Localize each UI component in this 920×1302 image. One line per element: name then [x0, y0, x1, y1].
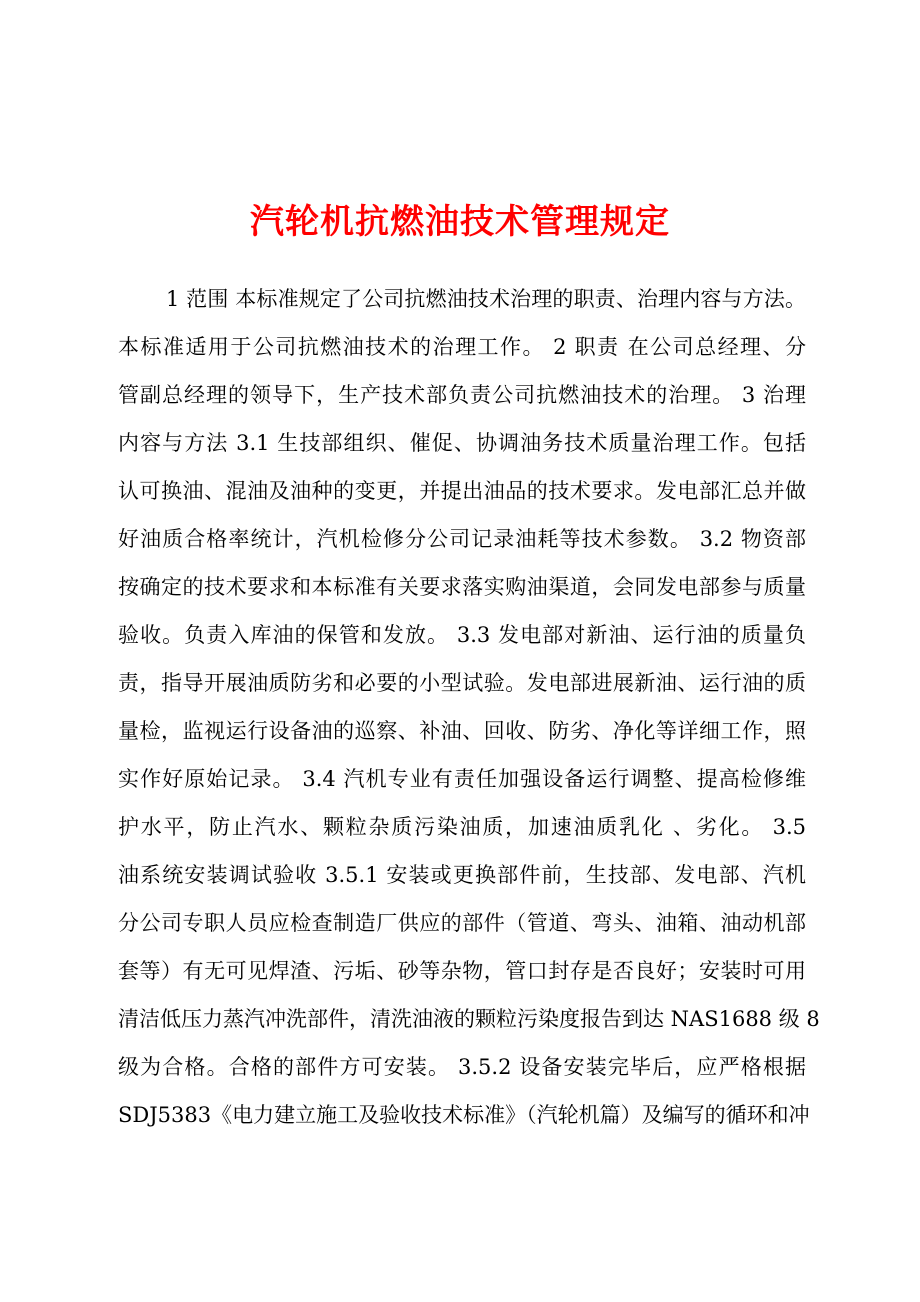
body-line: 管副总经理的领导下，生产技术部负责公司抗燃油技术的治理。 3 治理 [118, 383, 806, 407]
body-line: 内容与方法 3.1 生技部组织、催促、协调油务技术质量治理工作。包括 [118, 431, 806, 455]
body-line: SDJ5383《电力建立施工及验收技术标准》（汽轮机篇）及编写的循环和冲 [118, 1103, 810, 1127]
body-line: 护水平，防止汽水、颗粒杂质污染油质，加速油质乳化 、劣化。 3.5 [118, 815, 806, 839]
document-body [118, 282, 820, 1146]
body-line: 1 范围 本标准规定了公司抗燃油技术治理的职责、治理内容与方法。 [166, 287, 806, 311]
body-line: 按确定的技术要求和本标准有关要求落实购油渠道，会同发电部参与质量 [118, 575, 806, 599]
body-line: 本标准适用于公司抗燃油技术的治理工作。 2 职责 在公司总经理、分 [118, 335, 806, 359]
body-line: 油系统安装调试验收 3.5.1 安装或更换部件前，生技部、发电部、汽机 [118, 863, 806, 887]
body-line: 实作好原始记录。 3.4 汽机专业有责任加强设备运行调整、提高检修维 [118, 767, 806, 791]
body-line: 清洁低压力蒸汽冲洗部件，清洗油液的颗粒污染度报告到达 NAS1688 级 8 [118, 1007, 820, 1031]
body-line: 套等）有无可见焊渣、污垢、砂等杂物，管口封存是否良好；安装时可用 [118, 959, 806, 983]
document-title: 汽轮机抗燃油技术管理规定 [250, 202, 670, 242]
body-line: 分公司专职人员应检查制造厂供应的部件（管道、弯头、油箱、油动机部 [118, 911, 806, 935]
body-line: 级为合格。合格的部件方可安装。 3.5.2 设备安装完毕后，应严格根据 [118, 1055, 806, 1079]
body-line: 认可换油、混油及油种的变更，并提出油品的技术要求。发电部汇总并做 [118, 479, 806, 503]
body-line: 好油质合格率统计，汽机检修分公司记录油耗等技术参数。 3.2 物资部 [118, 527, 806, 551]
body-line: 验收。负责入库油的保管和发放。 3.3 发电部对新油、运行油的质量负 [118, 623, 806, 647]
body-line: 量检，监视运行设备油的巡察、补油、回收、防劣、净化等详细工作，照 [118, 719, 806, 743]
body-line: 责，指导开展油质防劣和必要的小型试验。发电部进展新油、运行油的质 [118, 671, 806, 695]
